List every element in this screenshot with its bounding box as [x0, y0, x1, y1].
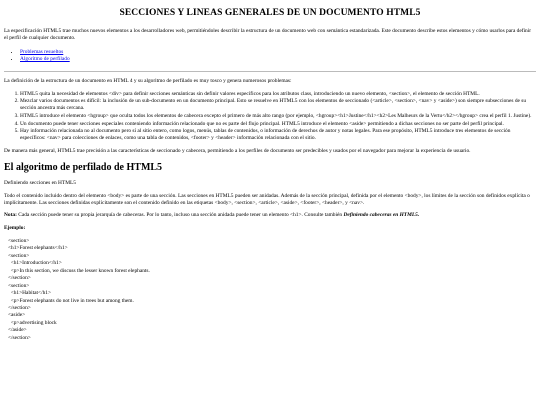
section-subtitle: Definiendo secciones en HTML5	[4, 180, 77, 187]
problem-item: 1. HTML5 quita la necesidad de elementos <div> para definir secciones semánticas sin definir valores específicos para los atributos class, introduciendo un nuevo elemento, <section>, el elemento de sección HTML.	[20, 91, 536, 98]
problem-item: 4. Un documento puede tener secciones especiales conteniendo información relacionado que no es parte del flujo principal. HTML5 introduce el elemento <aside> permitiendo a dichas secciones no ser parte del perfil principal.	[20, 121, 536, 128]
code-line: </section>	[8, 334, 31, 341]
problem-item: 5. Hay información relacionada no al documento pero sí al sitio entero, como logos, menús, tablas de contenidos, o información de derechos de autor y notas legales. Para ese propósito, HTML5 introduce tres elementos de sección específicos: <nav> para colecciones de enlaces, como una tabla de contenidos, <footer> y <header> información relacionada con el sitio.	[20, 128, 536, 142]
problem-item: 3. HTML5 introduce el elemento <hgroup> que oculta todos los elementos de cabecera excepto el primero de más alto rango (por ejemplo, <hgroup><h1>Justine</h1><h2>Les Malheurs de la Vertu</h2></hgroup> crea el perfil 1. Justine).	[20, 113, 536, 120]
toc-item	[20, 49, 536, 56]
page-title: SECCIONES Y LINEAS GENERALES DE UN DOCUMENTO HTML5	[119, 8, 421, 18]
summary-paragraph: De manera más general, HTML5 trae precisión a las características de seccionado y cabecera, permitiendo a los perfiles de documento ser predecibles y usados por el navegador para mejorar la experiencia de usuario.	[4, 147, 471, 154]
code-line: <p>Forest elephants do not live in trees but among them.	[8, 297, 134, 304]
section-body: Todo el contenido incluido dentro del elemento <body> es parte de una sección. Las secciones en HTML5 pueden ser anidadas. Además de la sección principal, definida por el elemento <body>, los límites de la sección son definidos explícita o implícitamente. Las secciones definidas explícitamente son el contenido definido en las etiquetas <body>, <section>, <article>, <aside>, <footer>, <header>, y <nav>.	[4, 192, 530, 206]
divider	[4, 71, 536, 72]
note-text: Cada sección puede tener su propia jerarquía de cabeceras. Por lo tanto, incluso una sección anidada puede tener un elemento <h1>. Consulte también	[16, 212, 344, 219]
code-line: </section>	[8, 275, 31, 282]
code-line: <p>In this section, we discuss the lesser known forest elephants.	[8, 267, 150, 274]
note-label: Nota:	[4, 212, 17, 219]
problem-item: 2. Mezclar varios documentos es difícil: la inclusión de un sub-documento en un documento principal. Esto se resuelve en HTML5 con los elementos de seccionado (<article>, <section>, <nav> y <aside>) son siempre subsecciones de su sección ancestra más cercana.	[20, 98, 536, 112]
code-line: <aside>	[8, 312, 26, 319]
note-paragraph	[4, 212, 536, 219]
problems-intro: La definición de la estructura de un documento en HTML 4 y su algoritmo de perfilado es muy tosco y genera numerosos problemas:	[4, 77, 292, 84]
section-heading: El algoritmo de perfilado de HTML5	[4, 161, 163, 173]
code-line: <h1>Forest elephants</h1>	[8, 245, 68, 252]
problems-list	[4, 91, 536, 142]
code-example	[8, 238, 536, 342]
toc-item	[20, 56, 536, 63]
code-line: <p>advertising block	[8, 319, 57, 326]
intro-paragraph: La especificación HTML5 trae muchos nuevos elementos a los desarrolladores web, permitiéndoles describir la estructura de un documento web con semántica estandarizada. Este documento describe estos elementos y cómo usarlos para definir el perfil de cualquier documento.	[4, 27, 532, 41]
example-label: Ejemplo:	[4, 225, 26, 232]
table-of-contents	[4, 49, 536, 63]
code-line: <h1>Habitat</h1>	[8, 290, 52, 297]
code-line: <h1>Introduction</h1>	[8, 260, 62, 267]
code-line: <section>	[8, 252, 30, 259]
code-line: <section>	[8, 282, 30, 289]
toc-link-problemas[interactable]: Problemas resueltos	[20, 49, 64, 56]
toc-link-algoritmo[interactable]: Algoritmo de perfilado	[20, 56, 70, 63]
code-line: <section>	[8, 237, 30, 244]
code-line: </aside>	[8, 327, 27, 334]
note-link[interactable]: Definiendo cabeceras en HTML5.	[343, 212, 420, 219]
code-line: </section>	[8, 304, 31, 311]
